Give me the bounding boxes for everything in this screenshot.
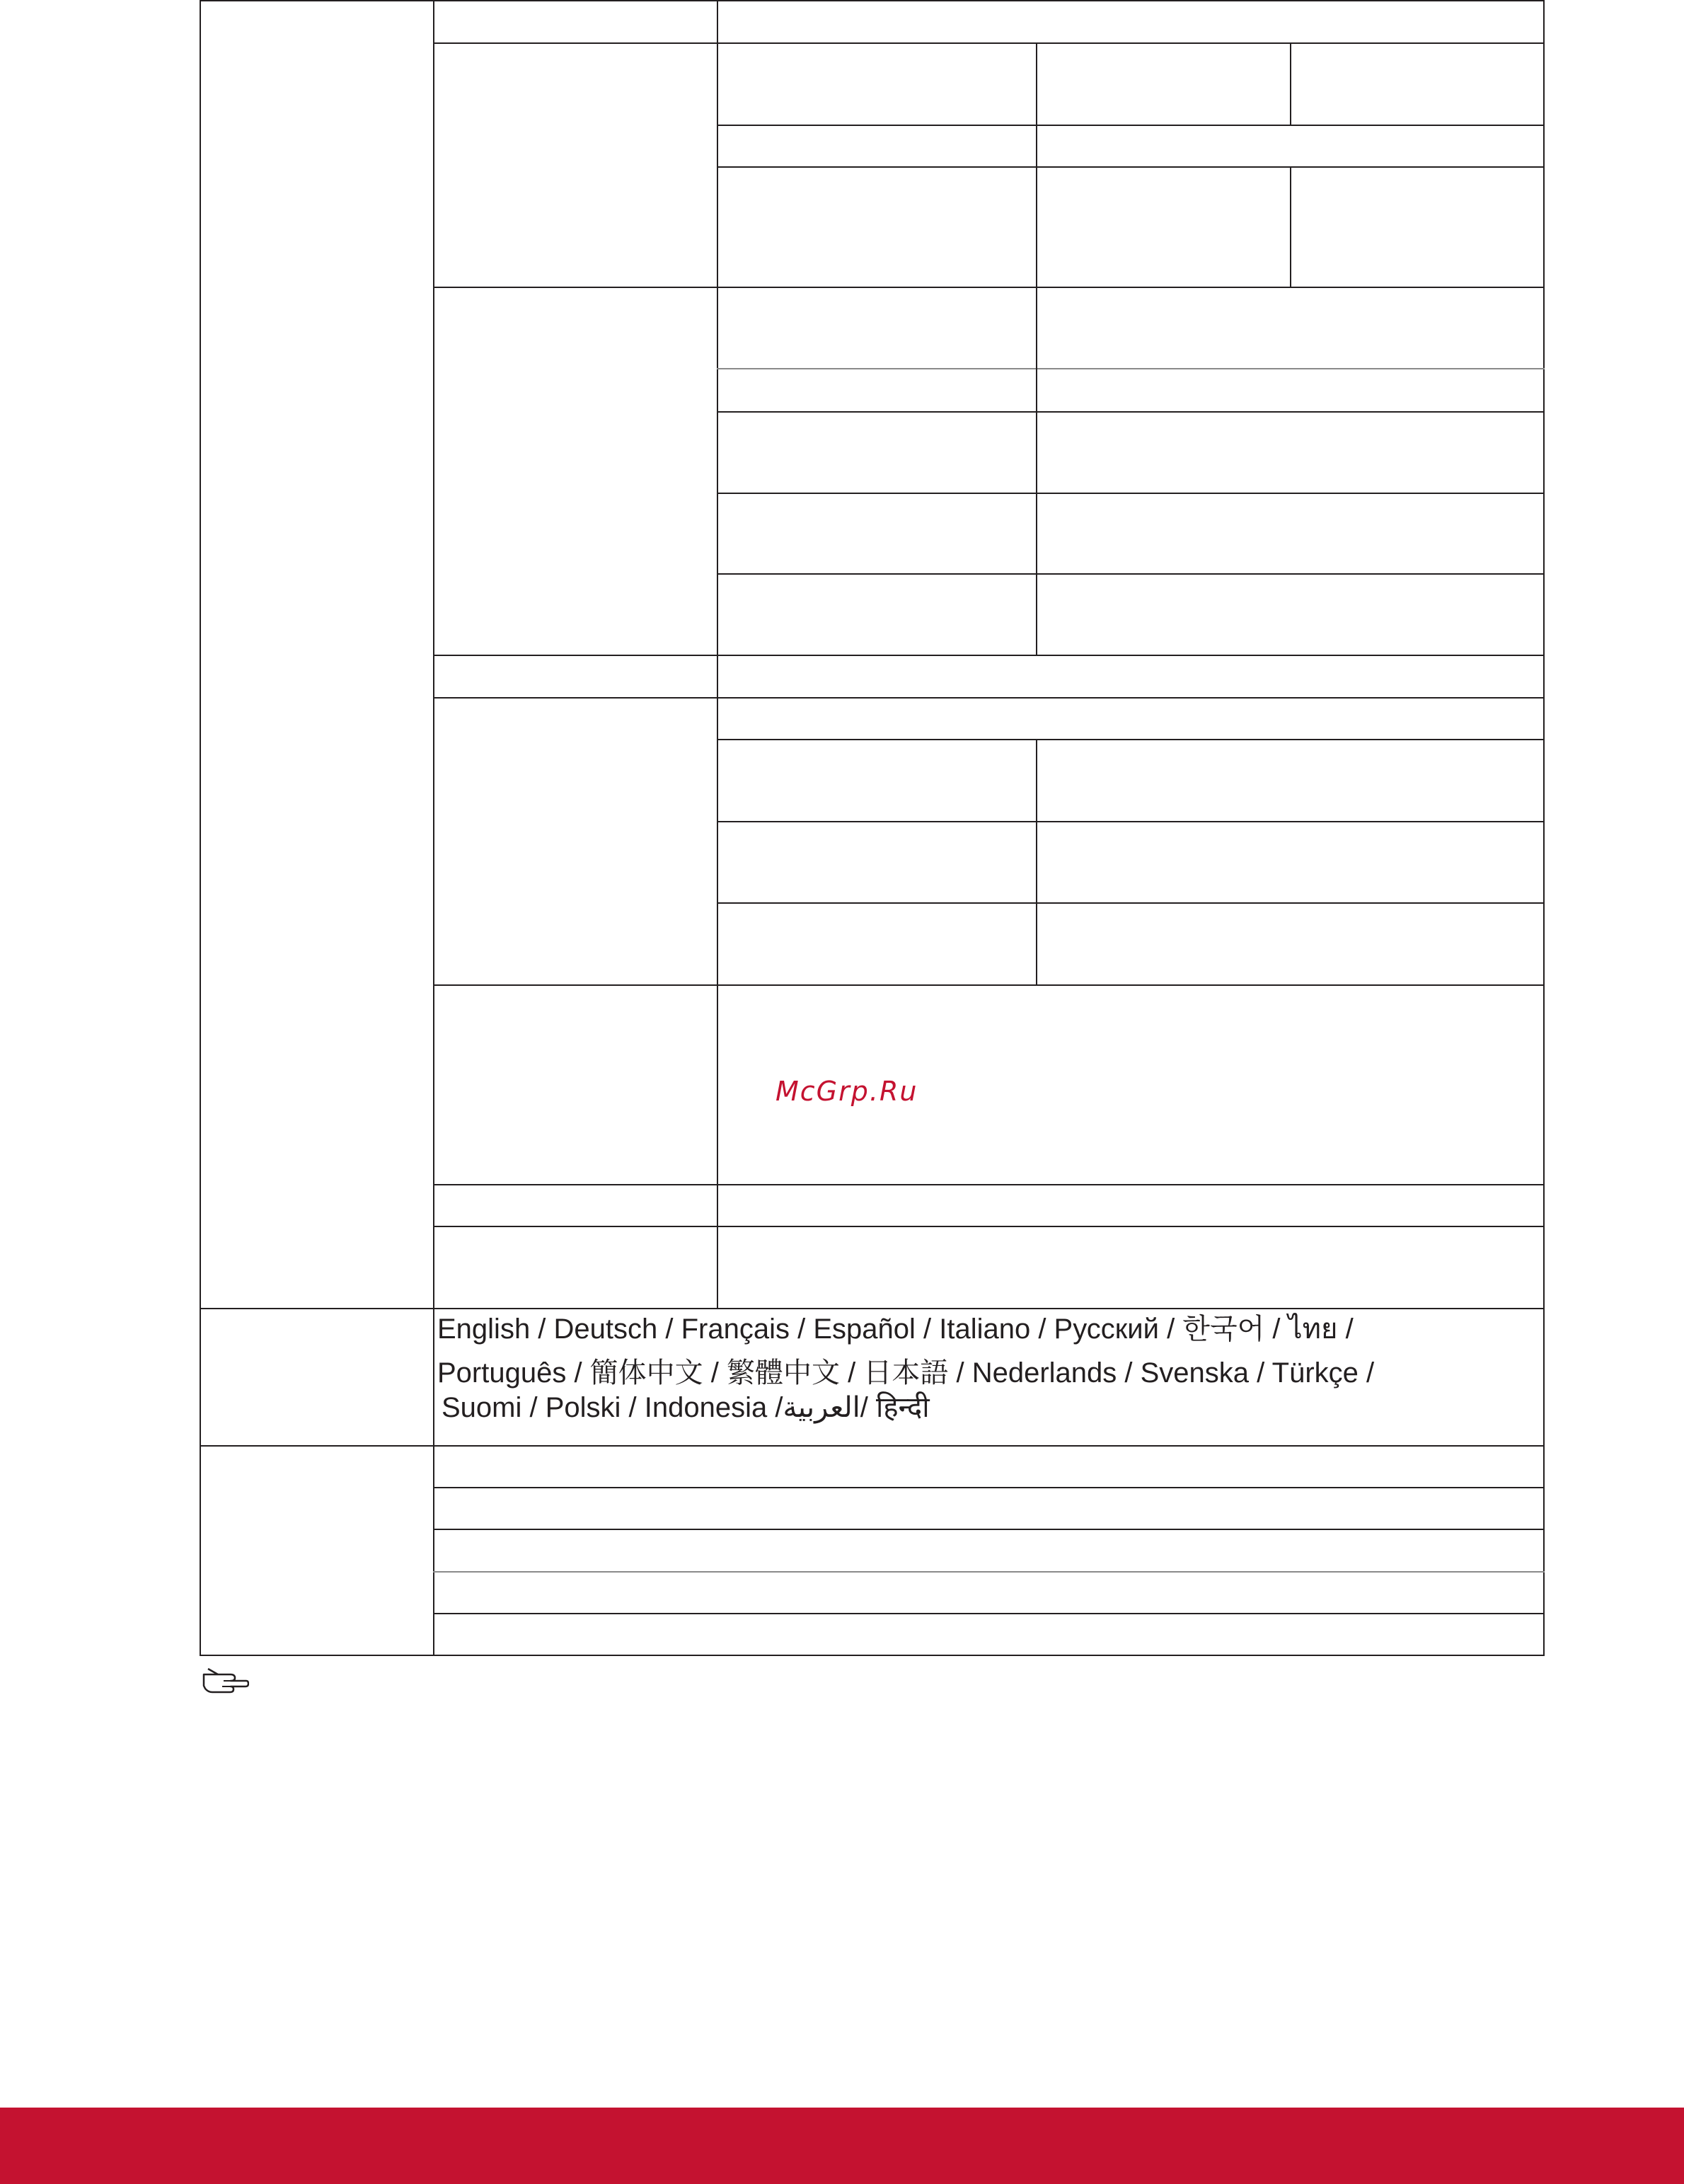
- section-divider-bottom: [200, 1445, 1545, 1447]
- col-divider-3: [1036, 739, 1037, 986]
- language-list-line-3: Suomi / Polski / Indonesia /العربية/ हिन्दी: [442, 1392, 930, 1423]
- row-line: [433, 287, 1545, 288]
- row-line: [717, 739, 1545, 740]
- row-line: [717, 411, 1545, 413]
- row-line: [717, 368, 1545, 369]
- language-list-line-1: English / Deutsch / Français / Español / Italiano / Русский / 한국어 / ไทย /: [437, 1314, 1354, 1345]
- table-border-left: [200, 0, 201, 1656]
- col-divider-4: [1290, 42, 1291, 126]
- row-line: [717, 821, 1545, 822]
- row-line: [433, 1184, 1545, 1185]
- row-line: [717, 166, 1545, 168]
- watermark: McGrp.Ru: [775, 1076, 918, 1107]
- row-line: [433, 42, 1545, 44]
- col-divider-1: [433, 0, 434, 1656]
- section-divider-languages: [200, 1308, 1545, 1309]
- row-line: [717, 573, 1545, 575]
- table-border-right: [1543, 0, 1545, 1656]
- pointing-hand-icon: [202, 1666, 249, 1694]
- language-list-line-2: Português / 簡体中文 / 繁體中文 / 日本語 / Nederlands / Svenska / Türkçe /: [437, 1357, 1375, 1389]
- col-divider-4: [1290, 166, 1291, 288]
- row-line: [433, 697, 1545, 699]
- row-line: [717, 493, 1545, 494]
- col-divider-3: [1036, 42, 1037, 288]
- table-border-top: [200, 0, 1545, 1]
- row-line: [433, 1613, 1545, 1614]
- col-divider-3: [1036, 287, 1037, 656]
- row-line: [433, 655, 1545, 656]
- row-line: [433, 984, 1545, 986]
- footer-bar: [0, 2108, 1684, 2184]
- row-line: [433, 1529, 1545, 1530]
- row-line: [433, 1571, 1545, 1573]
- row-line: [717, 902, 1545, 904]
- row-line: [433, 1226, 1545, 1227]
- row-line: [717, 125, 1545, 126]
- row-line: [433, 1487, 1545, 1488]
- table-border-bottom: [200, 1655, 1545, 1656]
